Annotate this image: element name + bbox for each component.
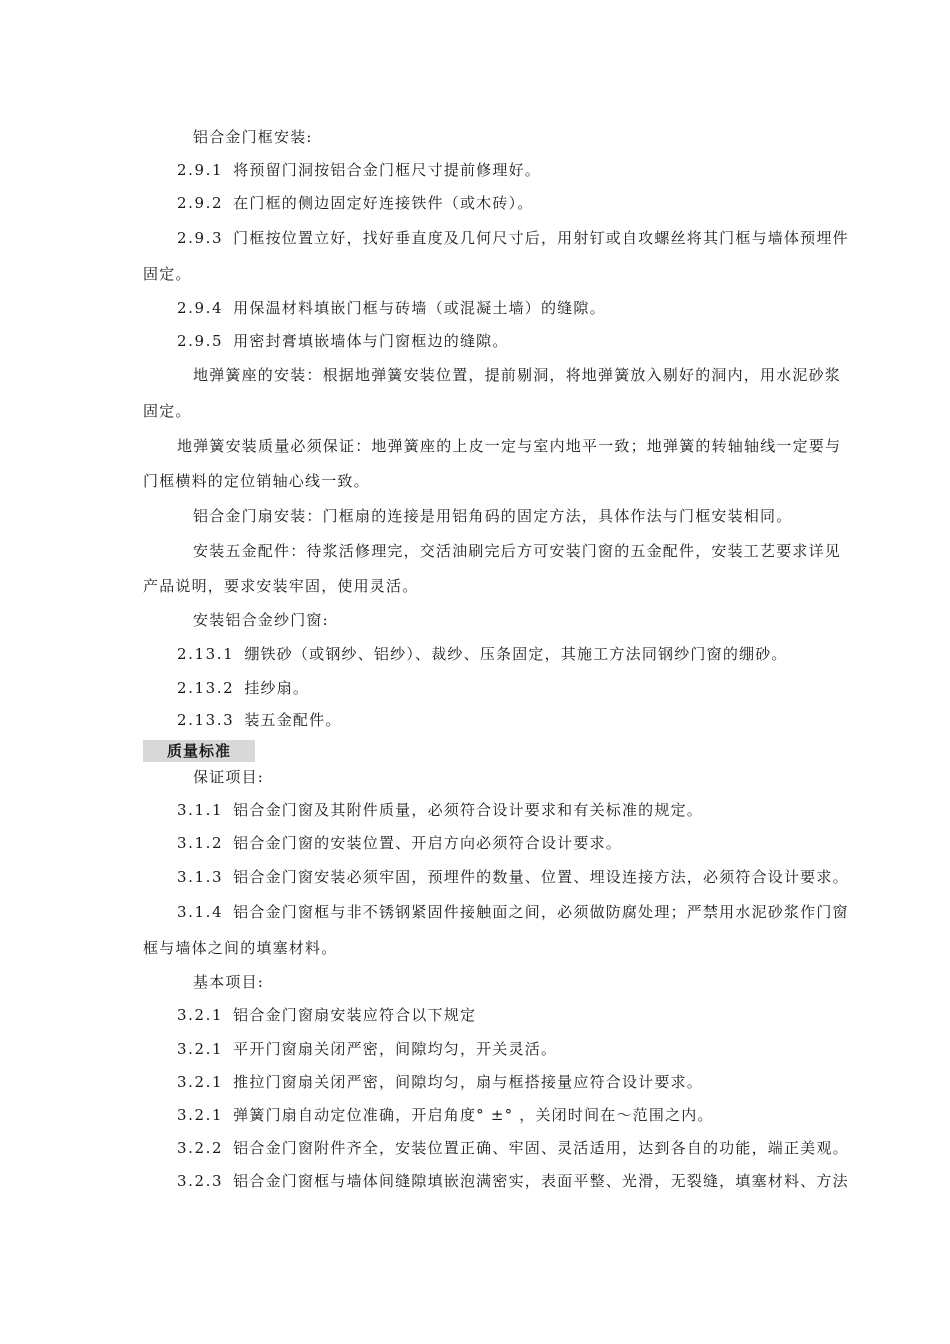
- text-line: 安装铝合金纱门窗:: [193, 611, 329, 629]
- text-line: 2.9.3 门框按位置立好，找好垂直度及几何尺寸后，用射钉或自攻螺丝将其门框与墙体预埋件: [177, 229, 849, 247]
- text-line: 3.2.2 铝合金门窗附件齐全，安装位置正确、牢固、灵活适用，达到各自的功能，端正美观。: [177, 1139, 849, 1157]
- text-line: 基本项目:: [193, 973, 265, 991]
- text-line: 3.1.3 铝合金门窗安装必须牢固，预埋件的数量、位置、埋设连接方法，必须符合设计要求。: [177, 868, 849, 886]
- text-line: 3.2.1 弹簧门扇自动定位准确，开启角度° ±° ，关闭时间在～范围之内。: [177, 1106, 714, 1124]
- text-line: 2.13.3 装五金配件。: [177, 711, 342, 729]
- text-line: 固定。: [143, 402, 192, 420]
- text-line: 2.13.2 挂纱扇。: [177, 679, 310, 697]
- text-line: 3.2.1 铝合金门窗扇安装应符合以下规定: [177, 1006, 477, 1024]
- text-line: 安装五金配件：待浆活修理完，交活油刷完后方可安装门窗的五金配件，安装工艺要求详见: [193, 542, 842, 560]
- text-line: 门框横料的定位销轴心线一致。: [143, 472, 370, 490]
- text-line: 2.9.2 在门框的侧边固定好连接铁件（或木砖）。: [177, 194, 534, 212]
- section-heading: 质量标准: [143, 740, 255, 762]
- text-line: 3.2.1 推拉门窗扇关闭严密，间隙均匀，扇与框搭接量应符合设计要求。: [177, 1073, 703, 1091]
- text-line: 产品说明，要求安装牢固，使用灵活。: [143, 577, 419, 595]
- text-line: 铝合金门框安装:: [193, 128, 313, 146]
- text-line: 3.1.2 铝合金门窗的安装位置、开启方向必须符合设计要求。: [177, 834, 622, 852]
- text-line: 地弹簧安装质量必须保证：地弹簧座的上皮一定与室内地平一致；地弹簧的转轴轴线一定要与: [177, 437, 842, 455]
- text-line: 2.9.4 用保温材料填嵌门框与砖墙（或混凝土墙）的缝隙。: [177, 299, 606, 317]
- text-line: 2.13.1 绷铁砂（或钢纱、铝纱）、裁纱、压条固定，其施工方法同钢纱门窗的绷砂。: [177, 645, 788, 663]
- text-line: 3.1.1 铝合金门窗及其附件质量，必须符合设计要求和有关标准的规定。: [177, 801, 703, 819]
- text-line: 3.2.1 平开门窗扇关闭严密，间隙均匀，开关灵活。: [177, 1040, 558, 1058]
- text-line: 地弹簧座的安装：根据地弹簧安装位置，提前剔洞，将地弹簧放入剔好的洞内，用水泥砂浆: [193, 366, 842, 384]
- text-line: 2.9.1 将预留门洞按铝合金门框尺寸提前修理好。: [177, 161, 541, 179]
- text-line: 3.1.4 铝合金门窗框与非不锈钢紧固件接触面之间，必须做防腐处理；严禁用水泥砂浆作门窗: [177, 903, 849, 921]
- text-line: 铝合金门扇安装：门框扇的连接是用铝角码的固定方法，具体作法与门框安装相同。: [193, 507, 793, 525]
- text-line: 2.9.5 用密封膏填嵌墙体与门窗框边的缝隙。: [177, 332, 509, 350]
- text-line: 保证项目:: [193, 768, 265, 786]
- text-line: 框与墙体之间的填塞材料。: [143, 939, 338, 957]
- text-line: 3.2.3 铝合金门窗框与墙体间缝隙填嵌泡满密实，表面平整、光滑，无裂缝，填塞材料、方法: [177, 1172, 849, 1190]
- text-line: 固定。: [143, 265, 192, 283]
